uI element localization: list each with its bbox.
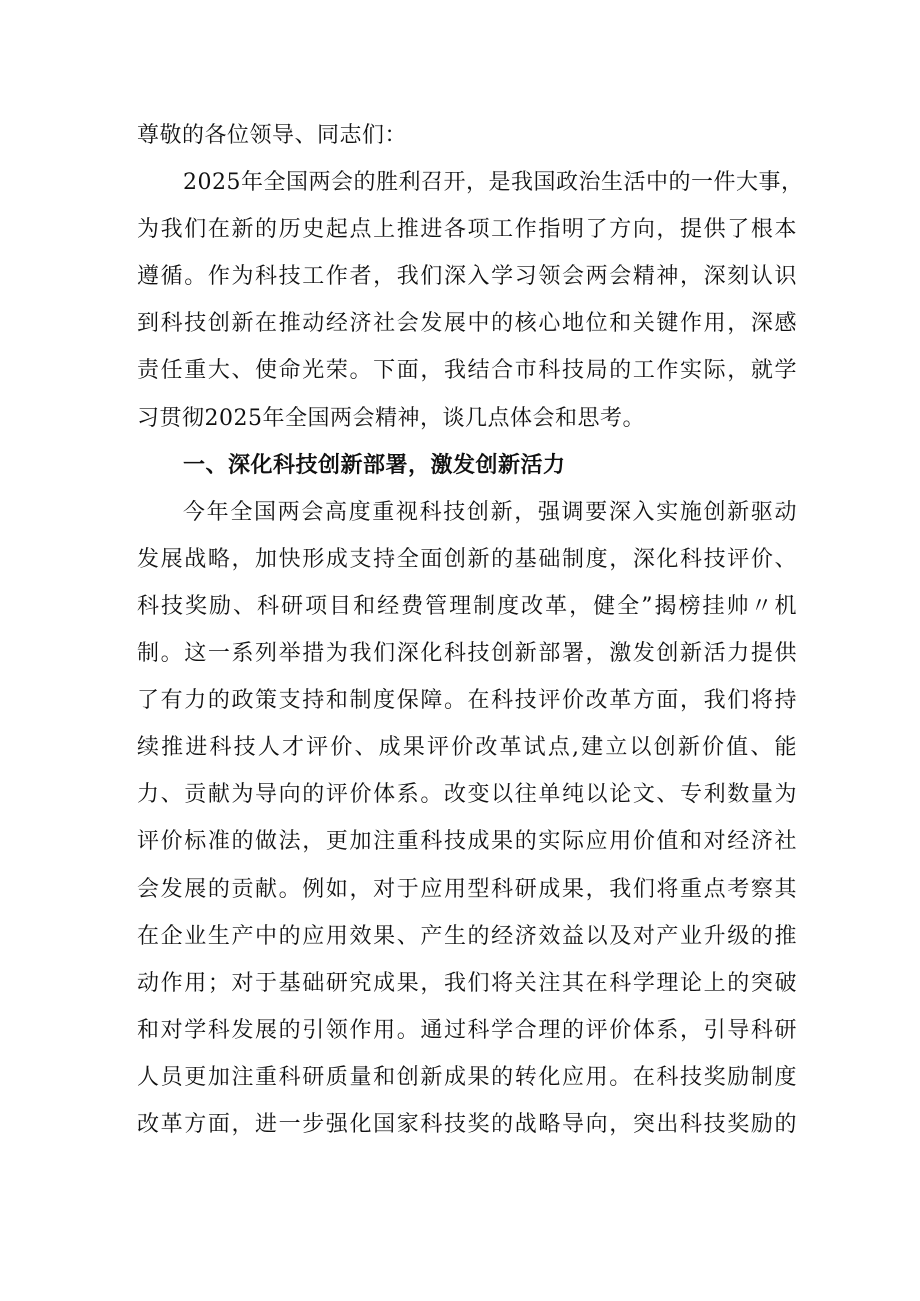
section-line: 评价标准的做法，更加注重科技成果的实际应用价值和对经济社	[137, 829, 797, 855]
intro-line: 遵循。作为科技工作者，我们深入学习领会两会精神，深刻认识	[137, 264, 797, 290]
section-line: 和对学科发展的引领作用。通过科学合理的评价体系，引导科研	[137, 1017, 797, 1043]
section-line: 制。这一系列举措为我们深化科技创新部署，激发创新活力提供	[137, 641, 797, 667]
intro-line: 为我们在新的历史起点上推进各项工作指明了方向，提供了根本	[137, 217, 797, 243]
section-line: 今年全国两会高度重视科技创新，强调要深入实施创新驱动	[183, 499, 797, 525]
intro-line: 2025年全国两会的胜利召开，是我国政治生活中的一件大事，	[183, 170, 804, 196]
section-line: 发展战略，加快形成支持全面创新的基础制度，深化科技评价、	[137, 546, 797, 572]
document-body	[137, 112, 804, 1148]
section-line: 了有力的政策支持和制度保障。在科技评价改革方面，我们将持	[137, 688, 797, 714]
section-heading: 一、深化科技创新部署，激发创新活力	[183, 452, 566, 478]
section-line: 人员更加注重科研质量和创新成果的转化应用。在科技奖励制度	[137, 1064, 797, 1090]
section-line: 续推进科技人才评价、成果评价改革试点,建立以创新价值、能	[137, 735, 797, 761]
section-line: 会发展的贡献。例如，对于应用型科研成果，我们将重点考察其	[137, 876, 797, 902]
section-line: 动作用；对于基础研究成果，我们将关注其在科学理论上的突破	[137, 970, 797, 996]
section-line: 科技奖励、科研项目和经费管理制度改革，健全”揭榜挂帅〃机	[137, 593, 797, 619]
section-line: 在企业生产中的应用效果、产生的经济效益以及对产业升级的推	[137, 923, 797, 949]
section-line: 力、贡献为导向的评价体系。改变以往单纯以论文、专利数量为	[137, 782, 797, 808]
greeting-line: 尊敬的各位领导、同志们：	[137, 123, 408, 148]
section-line: 改革方面，进一步强化国家科技奖的战略导向，突出科技奖励的	[137, 1111, 797, 1137]
intro-line: 到科技创新在推动经济社会发展中的核心地位和关键作用，深感	[137, 311, 797, 337]
intro-line: 习贯彻2025年全国两会精神，谈几点体会和思考。	[137, 405, 645, 431]
intro-line: 责任重大、使命光荣。下面，我结合市科技局的工作实际，就学	[137, 358, 797, 384]
